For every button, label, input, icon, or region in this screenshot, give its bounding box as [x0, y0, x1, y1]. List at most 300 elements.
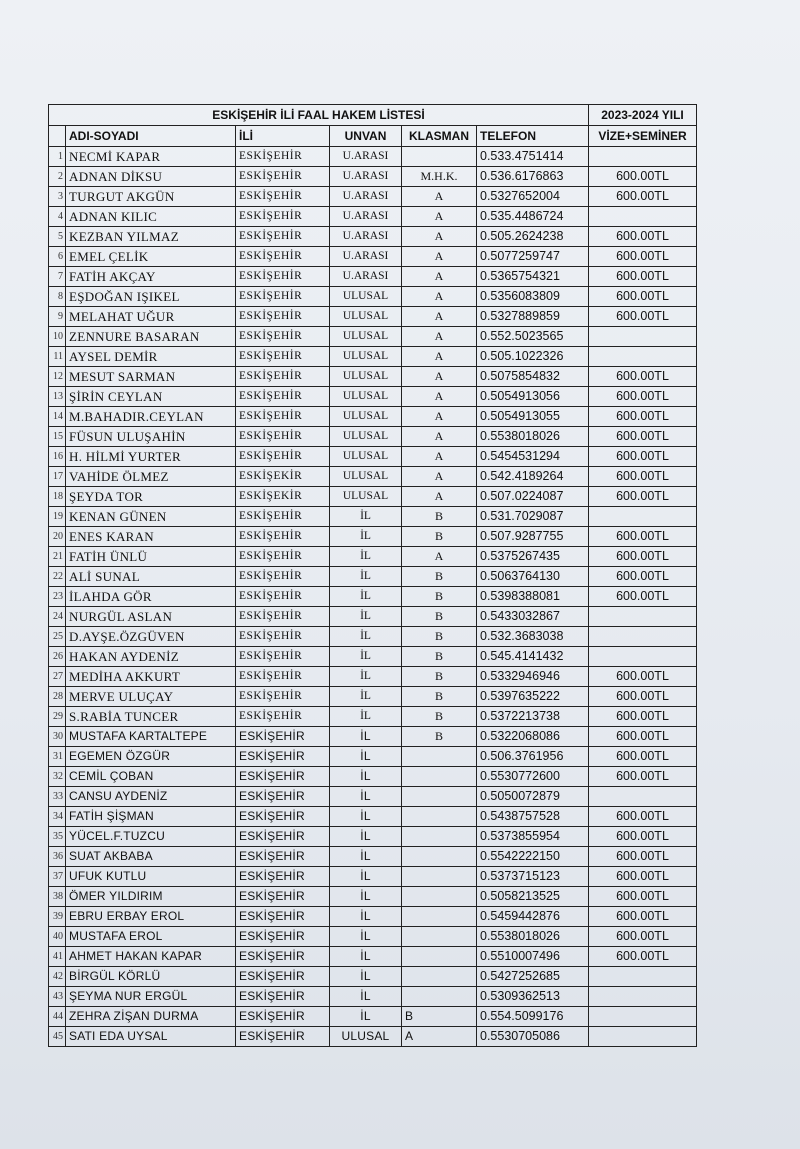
row-number: 10 [49, 327, 66, 347]
referee-unvan: U.ARASI [330, 247, 402, 267]
row-number: 11 [49, 347, 66, 367]
row-number: 44 [49, 1007, 66, 1027]
referee-vize: 600.00TL [589, 187, 697, 207]
referee-name: ZEHRA ZİŞAN DURMA [66, 1007, 236, 1027]
referee-vize: 600.00TL [589, 587, 697, 607]
referee-unvan: ULUSAL [330, 1027, 402, 1047]
table-row [49, 967, 697, 987]
referee-name: MEDİHA AKKURT [66, 667, 236, 687]
row-number: 23 [49, 587, 66, 607]
referee-city: ESKİŞEHİR [236, 447, 330, 467]
referee-unvan: ULUSAL [330, 347, 402, 367]
referee-name: HAKAN AYDENİZ [66, 647, 236, 667]
referee-city: ESKİŞEHİR [236, 847, 330, 867]
referee-name: CANSU AYDENİZ [66, 787, 236, 807]
referee-telefon: 0.5373715123 [477, 867, 589, 887]
referee-name: ÖMER YILDIRIM [66, 887, 236, 907]
referee-name: YÜCEL.F.TUZCU [66, 827, 236, 847]
referee-name: MELAHAT UĞUR [66, 307, 236, 327]
referee-unvan: İL [330, 687, 402, 707]
referee-klasman [402, 947, 477, 967]
row-number: 22 [49, 567, 66, 587]
row-number: 8 [49, 287, 66, 307]
referee-telefon: 0.5438757528 [477, 807, 589, 827]
referee-unvan: ULUSAL [330, 487, 402, 507]
referee-telefon: 0.5530772600 [477, 767, 589, 787]
table-row [49, 587, 697, 607]
referee-name: D.AYŞE.ÖZGÜVEN [66, 627, 236, 647]
referee-telefon: 0.554.5099176 [477, 1007, 589, 1027]
referee-vize: 600.00TL [589, 427, 697, 447]
header-vize: VİZE+SEMİNER [589, 126, 697, 147]
referee-klasman [402, 827, 477, 847]
referee-vize: 600.00TL [589, 307, 697, 327]
referee-vize: 600.00TL [589, 167, 697, 187]
row-number: 12 [49, 367, 66, 387]
referee-city: ESKİŞEHİR [236, 247, 330, 267]
referee-unvan: ULUSAL [330, 367, 402, 387]
referee-name: SATI EDA UYSAL [66, 1027, 236, 1047]
row-number: 30 [49, 727, 66, 747]
referee-unvan: İL [330, 787, 402, 807]
table-row [49, 687, 697, 707]
referee-city: ESKİŞEHİR [236, 687, 330, 707]
referee-klasman [402, 927, 477, 947]
table-row [49, 147, 697, 167]
row-number: 25 [49, 627, 66, 647]
row-number: 40 [49, 927, 66, 947]
referee-unvan: U.ARASI [330, 227, 402, 247]
referee-name: EŞDOĞAN IŞIKEL [66, 287, 236, 307]
referee-city: ESKİŞEHİR [236, 627, 330, 647]
referee-vize [589, 647, 697, 667]
referee-vize: 600.00TL [589, 467, 697, 487]
referee-telefon: 0.5075854832 [477, 367, 589, 387]
referee-klasman: A [402, 207, 477, 227]
referee-telefon: 0.5372213738 [477, 707, 589, 727]
referee-klasman [402, 787, 477, 807]
referee-city: ESKİŞEHİR [236, 827, 330, 847]
referee-telefon: 0.5327652004 [477, 187, 589, 207]
referee-city: ESKİŞEHİR [236, 427, 330, 447]
row-number: 41 [49, 947, 66, 967]
referee-city: ESKİŞEHİR [236, 607, 330, 627]
referee-name: FATİH ÜNLÜ [66, 547, 236, 567]
table-row [49, 427, 697, 447]
referee-city: ESKİŞEHİR [236, 727, 330, 747]
referee-telefon: 0.5459442876 [477, 907, 589, 927]
referee-city: ESKİŞEHİR [236, 867, 330, 887]
table-row [49, 987, 697, 1007]
referee-vize: 600.00TL [589, 247, 697, 267]
referee-city: ESKİŞEHİR [236, 267, 330, 287]
referee-klasman: B [402, 687, 477, 707]
referee-vize: 600.00TL [589, 667, 697, 687]
row-number: 36 [49, 847, 66, 867]
referee-telefon: 0.5332946946 [477, 667, 589, 687]
row-number: 14 [49, 407, 66, 427]
referee-name: KENAN GÜNEN [66, 507, 236, 527]
referee-vize: 600.00TL [589, 767, 697, 787]
referee-table [48, 104, 697, 1047]
table-row [49, 167, 697, 187]
referee-name: S.RABİA TUNCER [66, 707, 236, 727]
referee-unvan: ULUSAL [330, 307, 402, 327]
header-unvan: UNVAN [330, 126, 402, 147]
referee-city: ESKİŞEHİR [236, 367, 330, 387]
referee-city: ESKİŞEHİR [236, 747, 330, 767]
referee-name: ADNAN KILIC [66, 207, 236, 227]
row-number: 2 [49, 167, 66, 187]
referee-unvan: İL [330, 827, 402, 847]
referee-name: ENES KARAN [66, 527, 236, 547]
referee-city: ESKİŞEHİR [236, 787, 330, 807]
referee-klasman: M.H.K. [402, 167, 477, 187]
referee-city: ESKİŞEHİR [236, 327, 330, 347]
referee-telefon: 0.545.4141432 [477, 647, 589, 667]
referee-vize: 600.00TL [589, 687, 697, 707]
referee-name: ŞEYDA TOR [66, 487, 236, 507]
referee-telefon: 0.5356083809 [477, 287, 589, 307]
row-number: 34 [49, 807, 66, 827]
referee-klasman: A [402, 487, 477, 507]
referee-klasman [402, 767, 477, 787]
referee-vize: 600.00TL [589, 887, 697, 907]
table-row [49, 247, 697, 267]
referee-vize: 600.00TL [589, 727, 697, 747]
referee-name: ZENNURE BASARAN [66, 327, 236, 347]
row-number: 9 [49, 307, 66, 327]
referee-unvan: İL [330, 547, 402, 567]
row-number: 7 [49, 267, 66, 287]
referee-klasman: A [402, 407, 477, 427]
referee-klasman: A [402, 287, 477, 307]
referee-klasman: A [402, 267, 477, 287]
referee-klasman: B [402, 567, 477, 587]
referee-name: EGEMEN ÖZGÜR [66, 747, 236, 767]
referee-city: ESKİŞEHİR [236, 407, 330, 427]
referee-telefon: 0.5058213525 [477, 887, 589, 907]
referee-vize: 600.00TL [589, 527, 697, 547]
table-row [49, 327, 697, 347]
table-row [49, 747, 697, 767]
referee-telefon: 0.506.3761956 [477, 747, 589, 767]
year-label: 2023-2024 YILI [589, 105, 697, 126]
referee-vize: 600.00TL [589, 827, 697, 847]
table-row [49, 187, 697, 207]
referee-name: ŞİRİN CEYLAN [66, 387, 236, 407]
referee-klasman [402, 807, 477, 827]
referee-name: FATİH ŞİŞMAN [66, 807, 236, 827]
referee-telefon: 0.5427252685 [477, 967, 589, 987]
referee-unvan: İL [330, 987, 402, 1007]
referee-klasman [402, 907, 477, 927]
table-row [49, 467, 697, 487]
table-row [49, 347, 697, 367]
referee-name: TURGUT AKGÜN [66, 187, 236, 207]
referee-name: KEZBAN YILMAZ [66, 227, 236, 247]
referee-unvan: İL [330, 767, 402, 787]
referee-city: ESKİŞEHİR [236, 387, 330, 407]
referee-klasman: A [402, 307, 477, 327]
referee-vize: 600.00TL [589, 707, 697, 727]
referee-vize [589, 147, 697, 167]
referee-klasman: B [402, 667, 477, 687]
referee-klasman: B [402, 647, 477, 667]
row-number: 32 [49, 767, 66, 787]
row-number: 19 [49, 507, 66, 527]
referee-klasman [402, 987, 477, 1007]
referee-city: ESKİŞEHİR [236, 1027, 330, 1047]
referee-telefon: 0.5454531294 [477, 447, 589, 467]
referee-unvan: ULUSAL [330, 407, 402, 427]
referee-telefon: 0.5063764130 [477, 567, 589, 587]
referee-vize: 600.00TL [589, 407, 697, 427]
referee-unvan: İL [330, 667, 402, 687]
referee-unvan: İL [330, 847, 402, 867]
table-row [49, 627, 697, 647]
referee-telefon: 0.531.7029087 [477, 507, 589, 527]
referee-unvan: İL [330, 627, 402, 647]
referee-klasman [402, 747, 477, 767]
referee-klasman [402, 967, 477, 987]
referee-name: CEMİL ÇOBAN [66, 767, 236, 787]
referee-city: ESKİŞEHİR [236, 147, 330, 167]
header-city: İLİ [236, 126, 330, 147]
referee-telefon: 0.5530705086 [477, 1027, 589, 1047]
referee-name: BİRGÜL KÖRLÜ [66, 967, 236, 987]
referee-unvan: ULUSAL [330, 447, 402, 467]
referee-telefon: 0.5397635222 [477, 687, 589, 707]
table-row [49, 867, 697, 887]
referee-name: FÜSUN ULUŞAHİN [66, 427, 236, 447]
referee-city: ESKİŞEHİR [236, 547, 330, 567]
referee-telefon: 0.505.1022326 [477, 347, 589, 367]
referee-telefon: 0.5510007496 [477, 947, 589, 967]
referee-telefon: 0.533.4751414 [477, 147, 589, 167]
header-number [49, 126, 66, 147]
row-number: 35 [49, 827, 66, 847]
row-number: 21 [49, 547, 66, 567]
referee-name: VAHİDE ÖLMEZ [66, 467, 236, 487]
referee-city: ESKİŞEHİR [236, 167, 330, 187]
referee-unvan: İL [330, 727, 402, 747]
table-row [49, 947, 697, 967]
referee-name: NURGÜL ASLAN [66, 607, 236, 627]
referee-klasman: A [402, 467, 477, 487]
referee-unvan: İL [330, 947, 402, 967]
referee-city: ESKİŞEHİR [236, 567, 330, 587]
table-row [49, 667, 697, 687]
referee-city: ESKİŞEHİR [236, 1007, 330, 1027]
referee-unvan: İL [330, 927, 402, 947]
referee-klasman [402, 867, 477, 887]
referee-unvan: İL [330, 867, 402, 887]
row-number: 16 [49, 447, 66, 467]
referee-city: ESKİŞEHİR [236, 887, 330, 907]
table-row [49, 807, 697, 827]
referee-city: ESKİŞEKİR [236, 487, 330, 507]
referee-klasman: A [402, 347, 477, 367]
referee-vize [589, 627, 697, 647]
referee-unvan: ULUSAL [330, 387, 402, 407]
row-number: 37 [49, 867, 66, 887]
table-row [49, 227, 697, 247]
referee-klasman: A [402, 1027, 477, 1047]
referee-city: ESKİŞEHİR [236, 767, 330, 787]
referee-klasman [402, 887, 477, 907]
referee-vize: 600.00TL [589, 387, 697, 407]
referee-vize: 600.00TL [589, 847, 697, 867]
referee-unvan: İL [330, 507, 402, 527]
header-telefon: TELEFON [477, 126, 589, 147]
referee-vize: 600.00TL [589, 907, 697, 927]
referee-name: MESUT SARMAN [66, 367, 236, 387]
referee-name: EMEL ÇELİK [66, 247, 236, 267]
table-row [49, 847, 697, 867]
referee-name: MERVE ULUÇAY [66, 687, 236, 707]
referee-telefon: 0.5322068086 [477, 727, 589, 747]
referee-unvan: U.ARASI [330, 147, 402, 167]
referee-telefon: 0.5398388081 [477, 587, 589, 607]
referee-telefon: 0.5077259747 [477, 247, 589, 267]
table-row [49, 647, 697, 667]
referee-name: MUSTAFA KARTALTEPE [66, 727, 236, 747]
referee-vize: 600.00TL [589, 567, 697, 587]
table-row [49, 707, 697, 727]
table-row [49, 567, 697, 587]
column-header-row [49, 126, 697, 147]
referee-unvan: U.ARASI [330, 267, 402, 287]
referee-city: ESKİŞEHİR [236, 667, 330, 687]
referee-klasman: B [402, 727, 477, 747]
referee-name: İLAHDA GÖR [66, 587, 236, 607]
referee-vize: 600.00TL [589, 227, 697, 247]
referee-telefon: 0.5054913055 [477, 407, 589, 427]
table-row [49, 607, 697, 627]
referee-city: ESKİŞEHİR [236, 807, 330, 827]
row-number: 24 [49, 607, 66, 627]
referee-city: ESKİŞEHİR [236, 907, 330, 927]
referee-name: AYSEL DEMİR [66, 347, 236, 367]
referee-unvan: İL [330, 587, 402, 607]
referee-telefon: 0.535.4486724 [477, 207, 589, 227]
referee-klasman: A [402, 187, 477, 207]
table-row [49, 367, 697, 387]
referee-vize [589, 1007, 697, 1027]
referee-city: ESKİŞEHİR [236, 647, 330, 667]
referee-unvan: U.ARASI [330, 207, 402, 227]
referee-klasman: A [402, 247, 477, 267]
referee-klasman: B [402, 507, 477, 527]
table-row [49, 307, 697, 327]
referee-telefon: 0.5327889859 [477, 307, 589, 327]
table-row [49, 1027, 697, 1047]
referee-telefon: 0.5365754321 [477, 267, 589, 287]
referee-rows [49, 147, 697, 1047]
referee-telefon: 0.5538018026 [477, 927, 589, 947]
row-number: 13 [49, 387, 66, 407]
referee-name: FATİH AKÇAY [66, 267, 236, 287]
row-number: 27 [49, 667, 66, 687]
referee-name: ŞEYMA NUR ERGÜL [66, 987, 236, 1007]
table-row [49, 887, 697, 907]
row-number: 17 [49, 467, 66, 487]
referee-unvan: İL [330, 707, 402, 727]
referee-unvan: İL [330, 647, 402, 667]
referee-city: ESKİŞEHİR [236, 207, 330, 227]
referee-list-sheet [48, 104, 708, 1047]
referee-city: ESKİŞEHİR [236, 967, 330, 987]
referee-unvan: İL [330, 747, 402, 767]
row-number: 45 [49, 1027, 66, 1047]
referee-telefon: 0.5050072879 [477, 787, 589, 807]
referee-vize: 600.00TL [589, 867, 697, 887]
referee-city: ESKİŞEHİR [236, 947, 330, 967]
referee-name: H. HİLMİ YURTER [66, 447, 236, 467]
referee-name: AHMET HAKAN KAPAR [66, 947, 236, 967]
referee-telefon: 0.505.2624238 [477, 227, 589, 247]
table-row [49, 287, 697, 307]
referee-city: ESKİŞEHİR [236, 347, 330, 367]
referee-city: ESKİŞEHİR [236, 707, 330, 727]
referee-unvan: İL [330, 567, 402, 587]
row-number: 18 [49, 487, 66, 507]
referee-klasman: B [402, 587, 477, 607]
title-row [49, 105, 697, 126]
table-row [49, 547, 697, 567]
row-number: 26 [49, 647, 66, 667]
referee-city: ESKİŞEHİR [236, 287, 330, 307]
row-number: 6 [49, 247, 66, 267]
referee-name: ALİ SUNAL [66, 567, 236, 587]
referee-vize: 600.00TL [589, 807, 697, 827]
row-number: 20 [49, 527, 66, 547]
referee-name: M.BAHADIR.CEYLAN [66, 407, 236, 427]
referee-city: ESKİŞEHİR [236, 527, 330, 547]
referee-telefon: 0.5542222150 [477, 847, 589, 867]
referee-vize [589, 787, 697, 807]
referee-vize: 600.00TL [589, 287, 697, 307]
row-number: 29 [49, 707, 66, 727]
referee-klasman: B [402, 627, 477, 647]
referee-unvan: ULUSAL [330, 467, 402, 487]
table-row [49, 487, 697, 507]
table-row [49, 267, 697, 287]
referee-klasman: A [402, 427, 477, 447]
referee-vize: 600.00TL [589, 927, 697, 947]
referee-klasman: A [402, 387, 477, 407]
table-row [49, 767, 697, 787]
referee-vize: 600.00TL [589, 267, 697, 287]
referee-name: ADNAN DİKSU [66, 167, 236, 187]
row-number: 31 [49, 747, 66, 767]
row-number: 3 [49, 187, 66, 207]
referee-city: ESKİŞEHİR [236, 227, 330, 247]
referee-vize [589, 987, 697, 1007]
table-row [49, 207, 697, 227]
referee-name: NECMİ KAPAR [66, 147, 236, 167]
referee-unvan: U.ARASI [330, 167, 402, 187]
table-row [49, 447, 697, 467]
referee-klasman [402, 147, 477, 167]
referee-telefon: 0.532.3683038 [477, 627, 589, 647]
referee-unvan: ULUSAL [330, 327, 402, 347]
referee-vize [589, 207, 697, 227]
referee-klasman [402, 847, 477, 867]
row-number: 33 [49, 787, 66, 807]
row-number: 39 [49, 907, 66, 927]
